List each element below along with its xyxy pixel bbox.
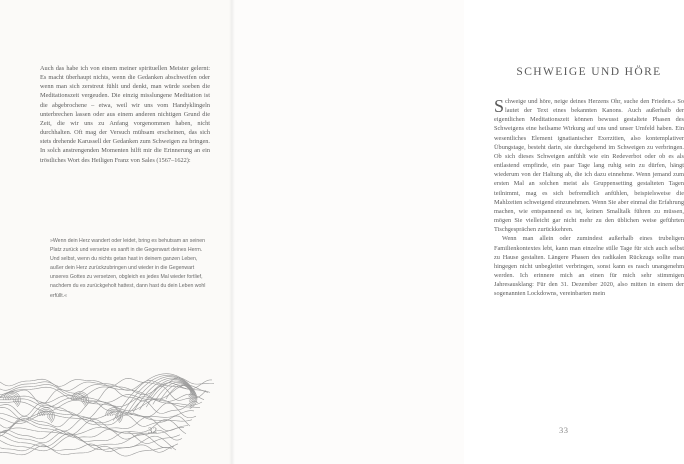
wave-band-line	[0, 444, 174, 453]
wave-swirl-line	[44, 414, 48, 418]
gutter-shadow	[229, 0, 235, 464]
wave-swirl-line	[106, 408, 123, 423]
wave-swirl-line	[42, 412, 49, 418]
paragraph-1-text: chweige und höre, neige deines Herzens Ohr, suche den Frieden.« So lautet der Text eines bekannten Kanons. Auch außerhalb der eigentlichen Meditationszeit können bewusst gestaltete Phasen des Schweigens eine heilsame Wirkung auf uns und unser Umfeld haben. Ein wesentliches Element ignatianischer Exerzitien, also kontemplativer Übungstage, besteht darin, sie durchgehend im Schweigen zu verbringen. Ob sich dieses Schweigen anfühlt wie ein Redeverbot oder ob es als entlastend empfinde, ein paar Tage lang ruhig sein zu dürfen, hängt wiederum von der Haltung ab, die ich dazu einnehme. Wenn jemand zum ersten Mal an solchen meist als Gruppensetting gestalteten Tagen teilnimmt, mag es sich befremdlich anfühlen, beispielsweise die Mahlzeiten schweigend einzunehmen. Wenn Sie aber einmal die Erfahrung machen, wie entspannend es ist, keinen Smalltalk führen zu müssen, mögen Sie vielleicht gar nicht mehr zu den üblichen weise geführten Tischgesprächen zurückkehren.	[494, 98, 684, 234]
right-body-text	[494, 97, 684, 298]
wave-crest-line	[166, 385, 191, 399]
left-body-text: Auch das habe ich von einem meiner spirituellen Meister gelernt: Es macht überhaupt nichts, wenn die Gedanken abschweifen oder wenn man sich zerstreut fühlt und denkt, man würde soeben die Meditationszeit vergeuden. Die einzig misslungene Meditation ist die abgebrochene – etwa, weil wir uns vom Handyklingeln unterbrechen lassen oder aus einem anderen nichtigen Grund die Zeit, die wir uns zu Anfang vorgenommen haben, nicht durchhalten. Oft mag der Versuch mühsam erscheinen, das sich stets drehende Karussell der Gedanken zum Schweigen zu bringen. In solch anstrengenden Momenten hilft mir die Erinnerung an ein tröstliches Wort des Heiligen Franz von Sales (1567–1622):	[40, 65, 210, 164]
wave-band-line	[0, 394, 204, 403]
blockquote-franz-von-sales: »Wenn dein Herz wandert oder leidet, bring es behutsam an seinen Platz zurück und versetze es sanft in die Gegenwart deines Herrn. Und selbst, wenn du nichts getan hast in deinem ganzen Leben, außer dein Herz zurückzubringen und wieder in die Gegenwart unseres Gottes zu versetzen, obgleich es jedes Mal wieder fortlief, nachdem du es zurückgeholt hattest, dann hast du dein Leben wohl erfüllt.«	[50, 238, 206, 299]
wave-band-line	[0, 386, 206, 404]
wave-band-line	[0, 397, 202, 408]
page-number-left: 32	[148, 425, 158, 435]
dropcap: S	[494, 96, 505, 116]
left-page	[0, 0, 232, 464]
wave-illustration	[0, 352, 220, 458]
right-page	[232, 0, 684, 464]
wave-band-line	[0, 446, 172, 456]
chapter-title: SCHWEIGE UND HÖRE	[516, 66, 662, 78]
paragraph-1	[494, 97, 684, 234]
wave-swirl-line	[112, 414, 116, 418]
page-number-right: 33	[559, 425, 569, 435]
wave-band-line	[0, 419, 186, 436]
paragraph-2: Wenn man allein oder zumindest außerhalb eines trubeligen Familienkontextes lebt, kann man einzelne stille Tage für sich auch selbst zu Hause gestalten. Längere Phasen des radikalen Rückzugs sollte man hingegen nicht unbegleitet verbringen, sonst kann es rasch unangenehm werden. Ich erinnere mich an einen für mich sehr stimmigen Jahresausklang: Für den 31. Dezember 2020, also mitten in einem der sogenannten Lockdowns, vereinbarten mein	[494, 235, 684, 298]
